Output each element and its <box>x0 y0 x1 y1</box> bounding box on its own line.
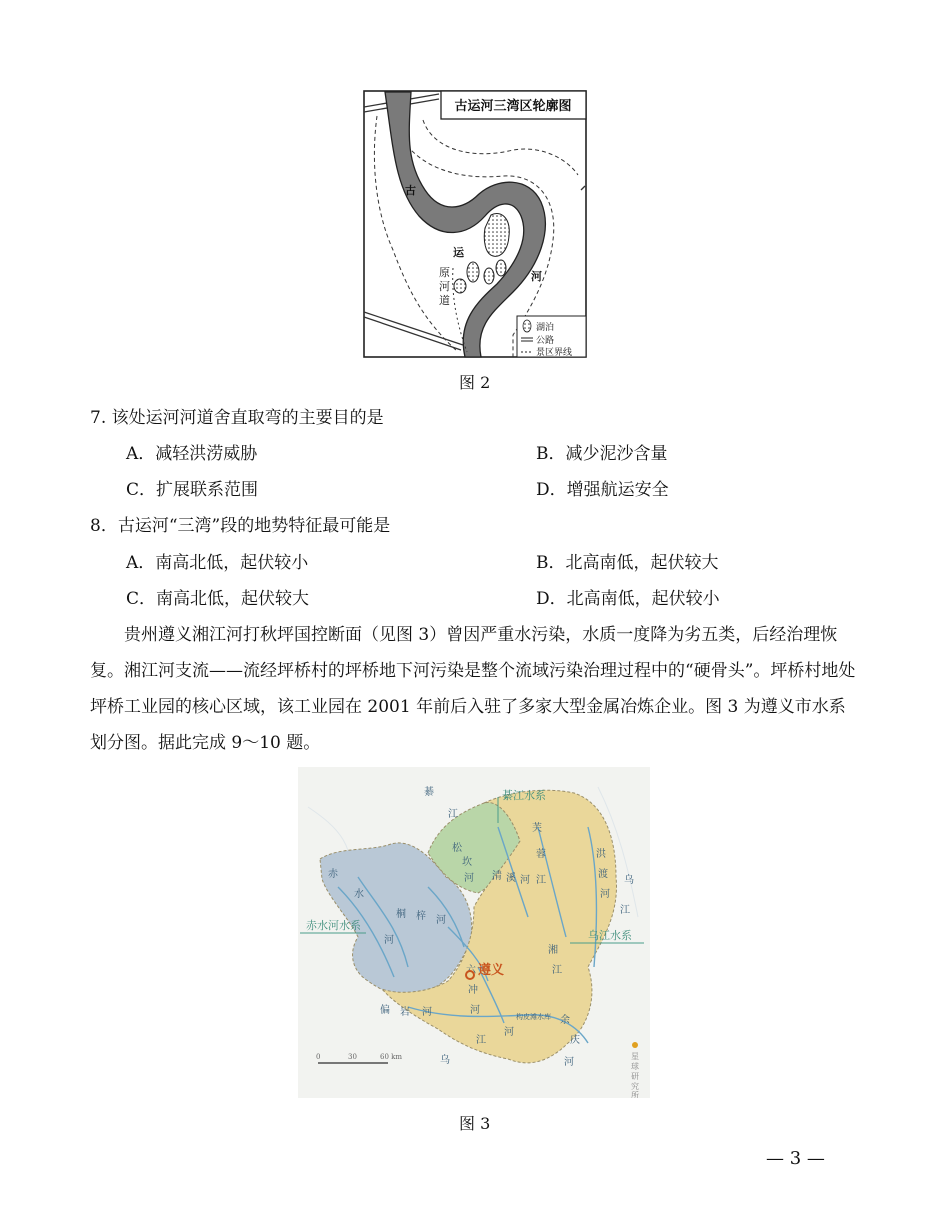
river-tongzi-3: 河 <box>436 915 446 926</box>
qijiang-system-label: 綦江水系 <box>502 789 546 802</box>
river-yu-1: 余 <box>560 1015 570 1026</box>
river-pian-1: 偏 <box>380 1005 390 1016</box>
river-wujiang-right-1: 乌 <box>624 875 634 886</box>
figure-2-map <box>363 90 587 358</box>
river-hong-1: 洪 <box>596 849 606 860</box>
river-wujiang-bottom-1: 乌 <box>440 1055 450 1066</box>
question-8-stem: 8．古运河“三湾”段的地势特征最可能是 <box>90 516 391 536</box>
figure-2-caption: 图 2 <box>459 373 491 392</box>
watermark-char-5: 所 <box>631 1091 639 1098</box>
question-7-option-d: D．增强航运安全 <box>536 480 669 500</box>
figure-3-map <box>298 767 650 1098</box>
river-wujiang-right-2: 江 <box>620 905 630 916</box>
scale-60: 60 km <box>380 1053 403 1061</box>
question-7-option-a: A．减轻洪涝威胁 <box>126 444 258 464</box>
zunyi-city-label: 遵义 <box>478 963 505 978</box>
river-pian-3: 河 <box>422 1007 432 1018</box>
reservoir-goupitan: 构皮滩水库 <box>516 1013 551 1021</box>
river-liu-2: 冲 <box>468 985 478 996</box>
watermark-char-1: 星 <box>631 1052 639 1061</box>
river-yu-2: 庆 <box>570 1035 580 1046</box>
question-8-option-a: A．南高北低，起伏较小 <box>126 553 309 573</box>
figure-3-caption: 图 3 <box>459 1114 491 1133</box>
river-qing-3: 河 <box>520 875 530 886</box>
old-channel-char-2: 河 <box>439 280 450 293</box>
old-channel-char-1: 原 <box>439 266 450 279</box>
old-channel-char-3: 道 <box>439 294 450 307</box>
lake-legend-icon <box>523 320 531 332</box>
chishui-system-label: 赤水河水系 <box>306 919 361 932</box>
legend-road: 公路 <box>536 336 555 346</box>
river-gou-2: 河 <box>504 1027 514 1038</box>
scale-0: 0 <box>316 1053 321 1061</box>
river-char-gu: 古 <box>405 184 416 197</box>
river-songkan-1: 松 <box>452 843 462 854</box>
river-liu-1: 六 <box>466 965 476 976</box>
river-wujiang-bottom-2: 江 <box>476 1035 486 1046</box>
river-tongzi-2: 梓 <box>416 911 426 922</box>
page-number: — 3 — <box>766 1148 825 1169</box>
river-songkan-3: 河 <box>464 873 474 884</box>
question-7-stem: 7. 该处运河河道舍直取弯的主要目的是 <box>90 408 384 428</box>
watermark-logo-icon <box>632 1042 638 1048</box>
river-chishui-2: 水 <box>354 889 364 900</box>
river-char-yun: 运 <box>453 246 464 259</box>
river-qing-1: 清 <box>492 871 502 882</box>
river-char-he: 河 <box>531 270 542 283</box>
question-8-option-c: C．南高北低，起伏较大 <box>126 589 310 609</box>
river-furong-2: 蓉 <box>536 849 546 860</box>
figure-2-title: 古运河三湾区轮廓图 <box>454 99 572 114</box>
watermark-char-3: 研 <box>631 1072 639 1081</box>
canal-outline-map <box>363 90 587 358</box>
river-pian-2: 岩 <box>400 1007 410 1018</box>
river-tongzi-1: 桐 <box>396 909 406 920</box>
river-chishui-3: 河 <box>384 935 394 946</box>
legend-lake: 湖泊 <box>536 323 555 333</box>
wujiang-system-label: 乌江水系 <box>588 929 632 942</box>
river-hong-3: 河 <box>600 889 610 900</box>
scale-30: 30 <box>348 1053 357 1061</box>
question-8-option-d: D．北高南低，起伏较小 <box>536 589 720 609</box>
river-qijiang-2: 江 <box>448 809 458 820</box>
river-xiangjiang-2: 江 <box>552 965 562 976</box>
question-7-option-b: B．减少泥沙含量 <box>536 444 668 464</box>
question-8-option-b: B．北高南低，起伏较大 <box>536 553 719 573</box>
river-liu-3: 河 <box>470 1005 480 1016</box>
zunyi-water-system-map <box>298 767 650 1098</box>
river-songkan-2: 坎 <box>462 857 472 868</box>
river-yu-3: 河 <box>564 1057 574 1068</box>
watermark-char-2: 球 <box>631 1062 639 1071</box>
river-furong-1: 芙 <box>532 823 542 834</box>
river-furong-3: 江 <box>536 875 546 886</box>
river-hong-2: 渡 <box>598 869 608 880</box>
river-chishui-1: 赤 <box>328 869 338 880</box>
river-qing-2: 溪 <box>506 873 516 884</box>
watermark-char-4: 究 <box>631 1082 639 1091</box>
question-7-option-c: C．扩展联系范围 <box>126 480 259 500</box>
river-xiangjiang-1: 湘 <box>548 945 558 956</box>
legend-boundary: 景区界线 <box>536 348 573 358</box>
river-qijiang-1: 綦 <box>424 787 434 798</box>
passage-text: 贵州遵义湘江河打秋坪国控断面（见图 3）曾因严重水污染，水质一度降为劣五类，后经治理恢复。湘江河支流——流经坪桥村的坪桥地下河污染是整个流域污染治理过程中的“硬骨头”。坪桥村地处坪桥工业园的核心区域，该工业园在 2001 年前后入驻了多家大型金属冶炼企业。图 3 为遵义市水系划分图。据此完成 9～10 题。 <box>90 625 856 753</box>
